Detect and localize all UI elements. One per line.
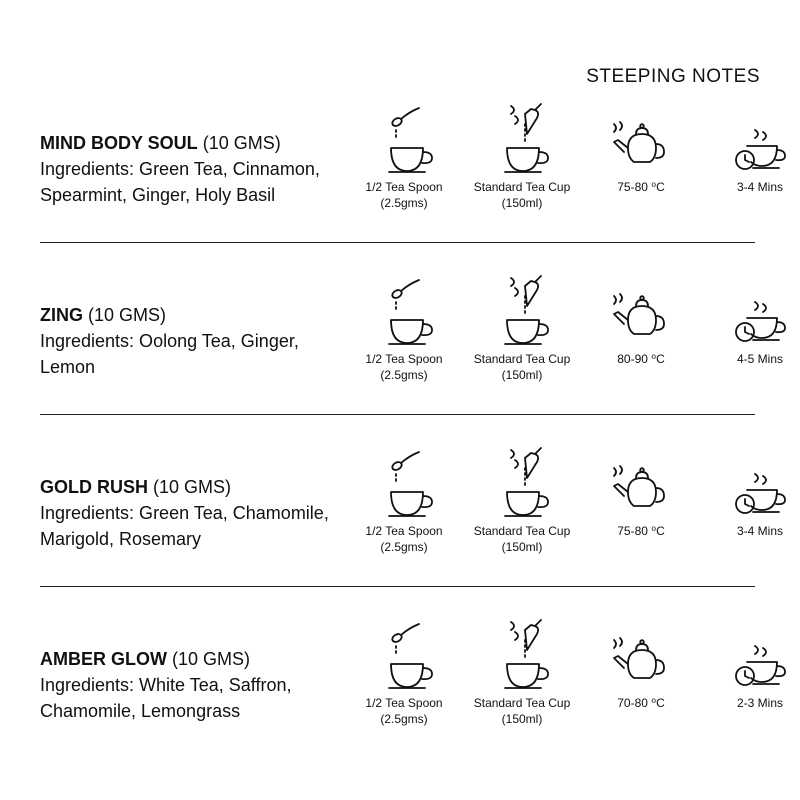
row-divider	[40, 242, 755, 243]
quantity-weight: (2.5gms)	[380, 196, 428, 210]
quantity-label: 1/2 Tea Spoon	[365, 352, 443, 366]
cup-label: Standard Tea Cup	[473, 696, 571, 710]
cup-caption	[467, 695, 577, 727]
spoon-cup-icon	[369, 100, 439, 175]
timer-cup-icon	[725, 100, 795, 175]
pour-cup-icon	[487, 444, 557, 519]
temperature-value: 70-80 ⁰C	[617, 696, 665, 710]
quantity-step	[349, 444, 459, 555]
temperature-value: 75-80 ⁰C	[617, 524, 665, 538]
temperature-value: 75-80 ⁰C	[617, 180, 665, 194]
cup-label: Standard Tea Cup	[473, 180, 571, 194]
time-step	[705, 100, 800, 195]
time-caption	[705, 179, 800, 195]
tea-weight: (10 GMS)	[202, 133, 281, 153]
time-caption	[705, 523, 800, 539]
cup-label: Standard Tea Cup	[473, 352, 571, 366]
product-info	[40, 302, 350, 380]
pour-cup-icon	[487, 272, 557, 347]
tea-ingredients: Ingredients: Green Tea, Cinnamon, Spearmint, Ginger, Holy Basil	[40, 159, 320, 205]
tea-name: GOLD RUSH	[40, 477, 148, 497]
time-value: 3-4 Mins	[736, 524, 783, 538]
row-divider	[40, 414, 755, 415]
temperature-step	[586, 444, 696, 539]
time-value: 4-5 Mins	[736, 352, 783, 366]
pour-cup-icon	[487, 616, 557, 691]
time-caption	[705, 351, 800, 367]
quantity-weight: (2.5gms)	[380, 368, 428, 382]
cup-volume: (150ml)	[501, 196, 543, 210]
spoon-cup-icon	[369, 272, 439, 347]
temperature-step	[586, 616, 696, 711]
tea-name: ZING	[40, 305, 83, 325]
quantity-label: 1/2 Tea Spoon	[365, 696, 443, 710]
cup-caption	[467, 351, 577, 383]
quantity-caption	[349, 523, 459, 555]
steeping-notes-heading: STEEPING NOTES	[586, 66, 760, 87]
time-caption	[705, 695, 800, 711]
temperature-caption	[586, 179, 696, 195]
temperature-caption	[586, 351, 696, 367]
product-info	[40, 130, 350, 208]
tea-ingredients: Ingredients: Green Tea, Chamomile, Marigold, Rosemary	[40, 503, 329, 549]
temperature-step	[586, 272, 696, 367]
tea-row-gold-rush	[40, 444, 783, 616]
kettle-icon	[606, 444, 676, 519]
tea-name: AMBER GLOW	[40, 649, 167, 669]
kettle-icon	[606, 100, 676, 175]
quantity-weight: (2.5gms)	[380, 712, 428, 726]
spoon-cup-icon	[369, 616, 439, 691]
timer-cup-icon	[725, 444, 795, 519]
tea-row-zing	[40, 272, 783, 444]
quantity-step	[349, 616, 459, 727]
quantity-step	[349, 100, 459, 211]
time-value: 2-3 Mins	[736, 696, 783, 710]
cup-caption	[467, 523, 577, 555]
quantity-label: 1/2 Tea Spoon	[365, 524, 443, 538]
row-divider	[40, 586, 755, 587]
timer-cup-icon	[725, 272, 795, 347]
quantity-label: 1/2 Tea Spoon	[365, 180, 443, 194]
cup-caption	[467, 179, 577, 211]
cup-volume: (150ml)	[501, 368, 543, 382]
time-step	[705, 616, 800, 711]
kettle-icon	[606, 616, 676, 691]
quantity-step	[349, 272, 459, 383]
cup-volume: (150ml)	[501, 540, 543, 554]
tea-weight: (10 GMS)	[153, 477, 232, 497]
timer-cup-icon	[725, 616, 795, 691]
quantity-weight: (2.5gms)	[380, 540, 428, 554]
tea-row-amber-glow	[40, 616, 783, 788]
cup-step	[467, 444, 577, 555]
time-step	[705, 272, 800, 367]
kettle-icon	[606, 272, 676, 347]
quantity-caption	[349, 351, 459, 383]
tea-row-mind-body-soul	[40, 100, 783, 272]
product-info	[40, 646, 350, 724]
time-step	[705, 444, 800, 539]
product-info	[40, 474, 350, 552]
pour-cup-icon	[487, 100, 557, 175]
temperature-value: 80-90 ⁰C	[617, 352, 665, 366]
cup-step	[467, 272, 577, 383]
time-value: 3-4 Mins	[736, 180, 783, 194]
temperature-caption	[586, 695, 696, 711]
temperature-caption	[586, 523, 696, 539]
tea-name: MIND BODY SOUL	[40, 133, 198, 153]
quantity-caption	[349, 695, 459, 727]
temperature-step	[586, 100, 696, 195]
cup-label: Standard Tea Cup	[473, 524, 571, 538]
cup-step	[467, 616, 577, 727]
spoon-cup-icon	[369, 444, 439, 519]
cup-step	[467, 100, 577, 211]
quantity-caption	[349, 179, 459, 211]
tea-weight: (10 GMS)	[172, 649, 251, 669]
tea-ingredients: Ingredients: Oolong Tea, Ginger, Lemon	[40, 331, 299, 377]
tea-weight: (10 GMS)	[88, 305, 167, 325]
tea-ingredients: Ingredients: White Tea, Saffron, Chamomile, Lemongrass	[40, 675, 292, 721]
cup-volume: (150ml)	[501, 712, 543, 726]
